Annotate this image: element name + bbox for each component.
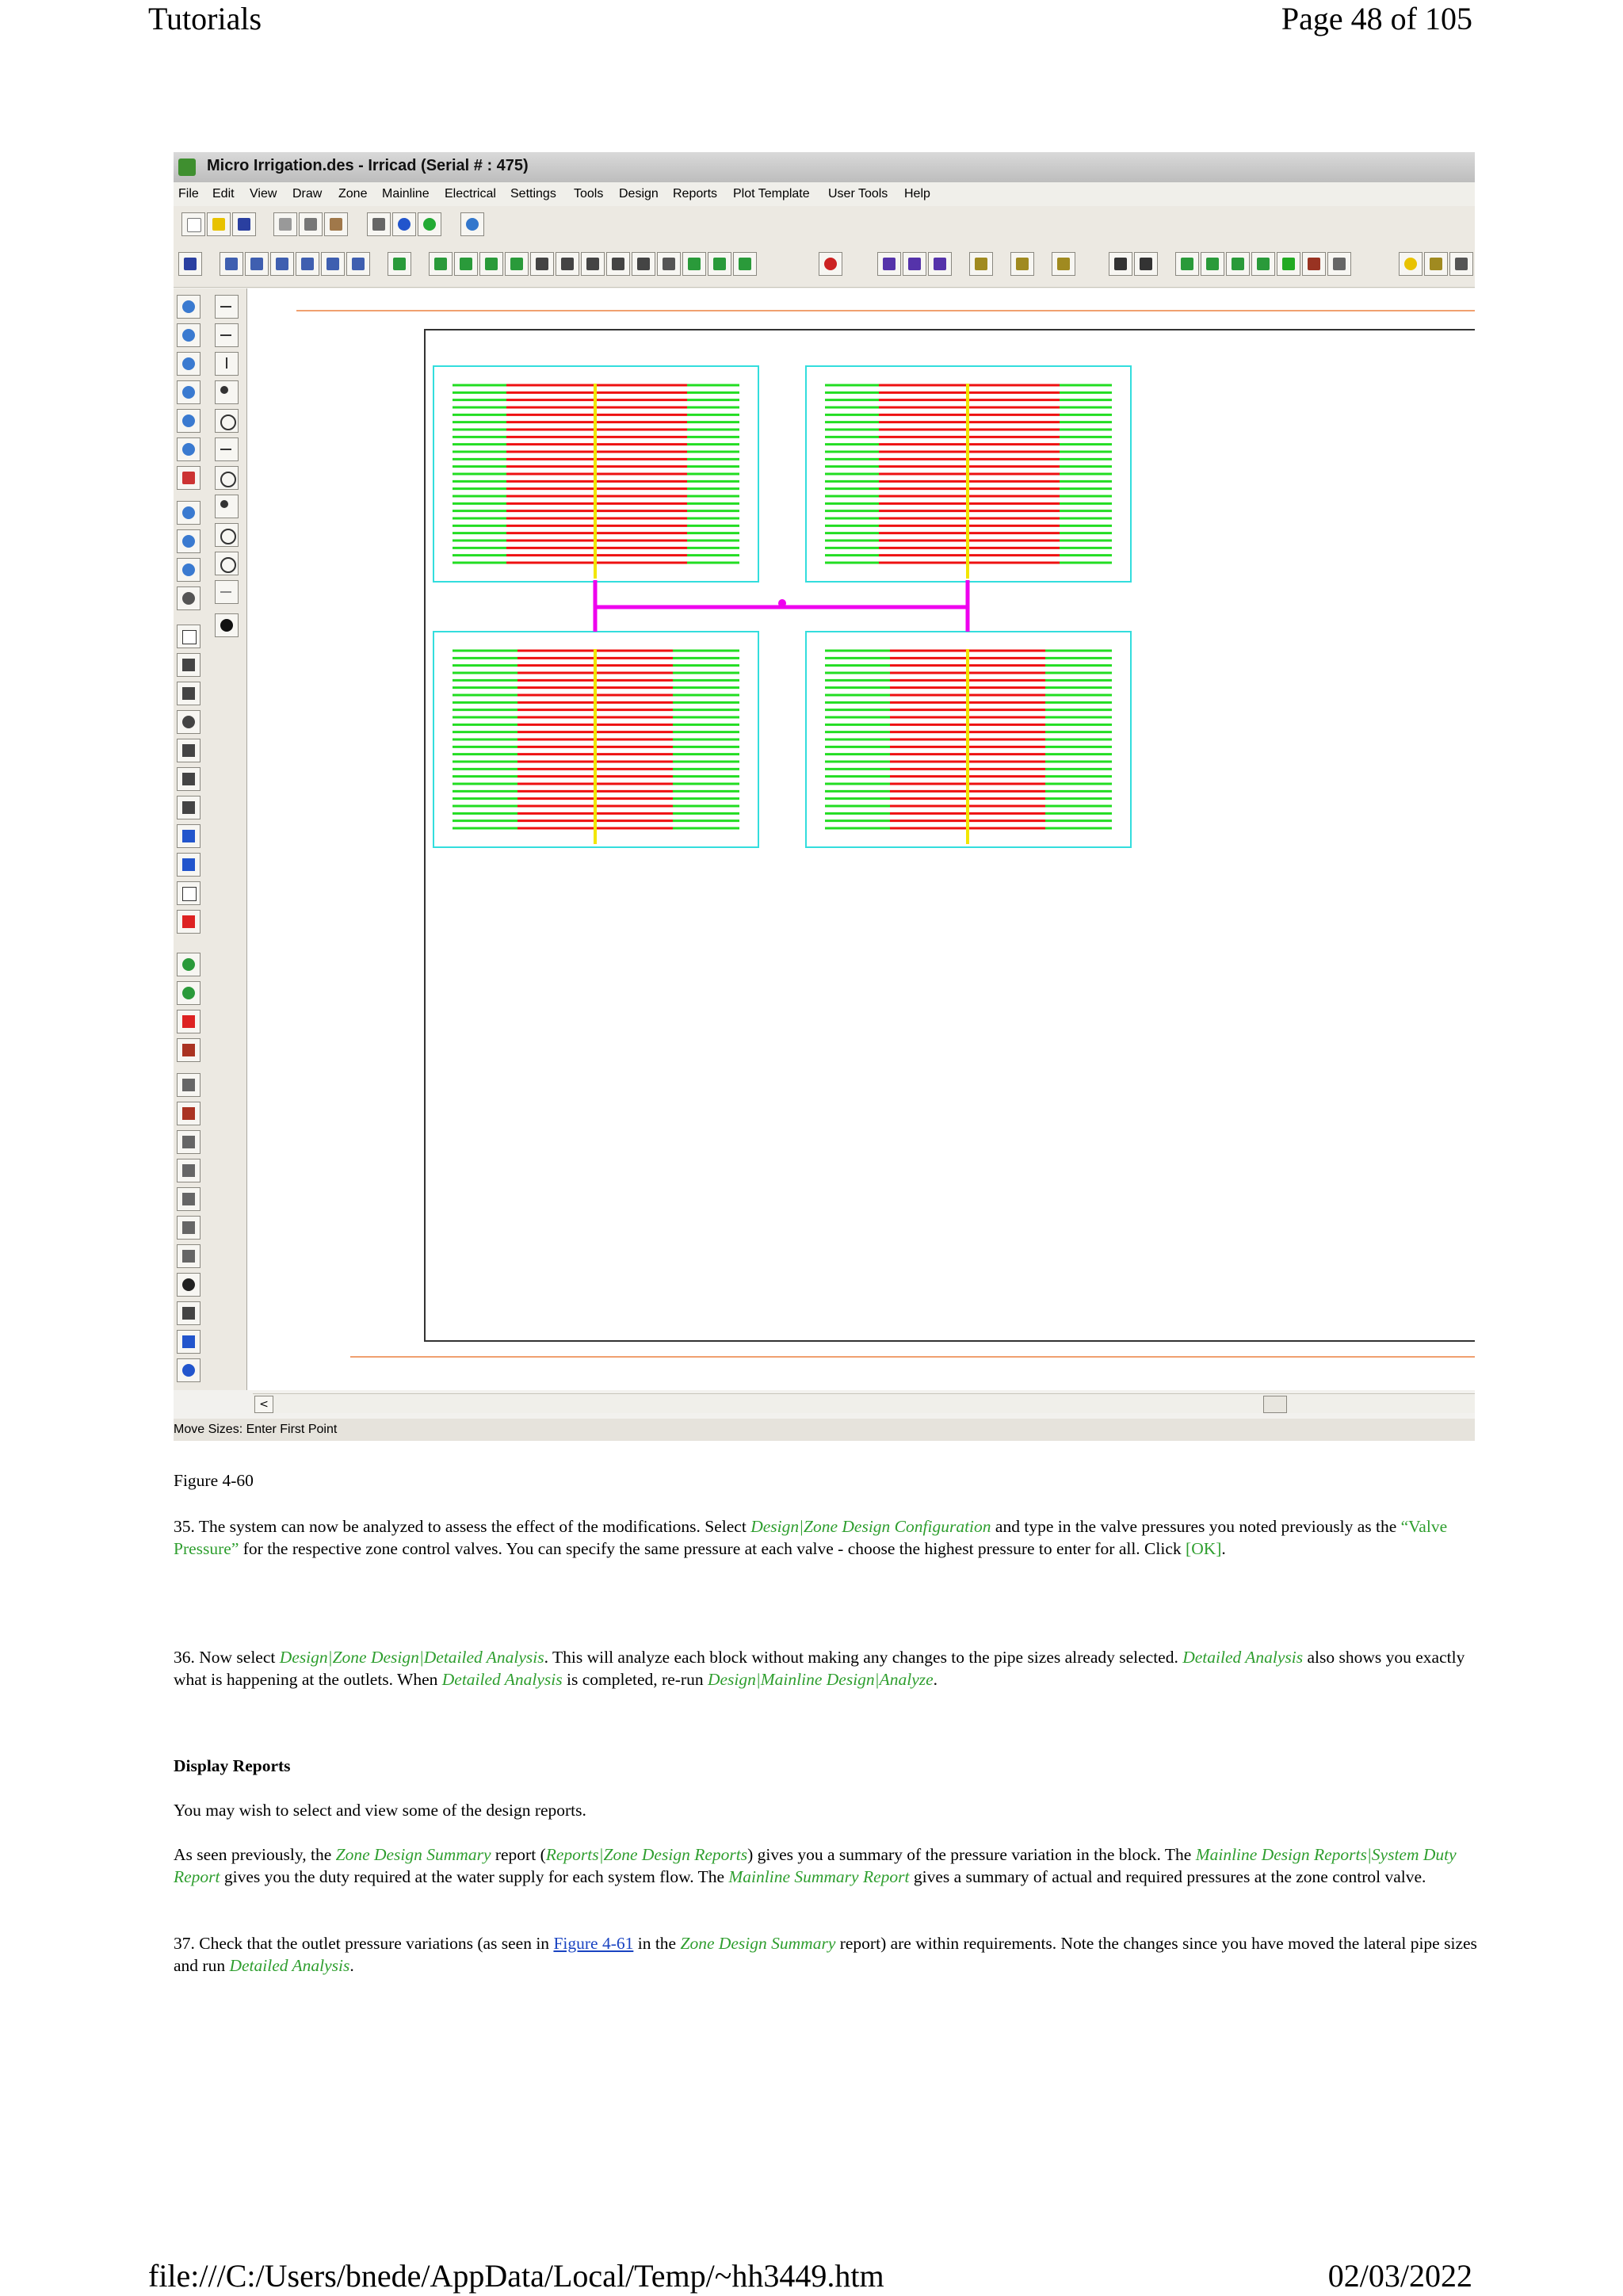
tool-23-button[interactable] — [877, 252, 901, 276]
tool-16-button[interactable] — [606, 252, 630, 276]
group-icon[interactable] — [177, 1244, 200, 1268]
delete-icon[interactable] — [177, 1010, 200, 1033]
select-arrow-icon[interactable] — [177, 625, 200, 648]
tool-2-button[interactable] — [220, 252, 243, 276]
menu-tools[interactable]: Tools — [574, 187, 604, 201]
snap-intersection-icon[interactable] — [215, 437, 239, 461]
stretch-icon[interactable] — [177, 1102, 200, 1125]
p37-g: . — [349, 1956, 354, 1975]
p36-c: . This will analyze each block without making any changes to the pipe sizes already selected. — [544, 1648, 1183, 1667]
step-36-paragraph — [174, 1646, 1481, 1690]
properties-icon[interactable] — [177, 1301, 200, 1325]
p36-h: Design|Mainline Design|Analyze — [707, 1670, 934, 1689]
p35-d: “Valve Pressure” — [174, 1517, 1448, 1558]
tool-11-button[interactable] — [479, 252, 503, 276]
tool-37-button[interactable] — [1327, 252, 1351, 276]
snap-endpoint-icon[interactable] — [215, 295, 239, 319]
pseen-f: Mainline Design Reports|System Duty Report — [174, 1845, 1457, 1886]
tool-12-button[interactable] — [505, 252, 529, 276]
window-title: Micro Irrigation.des - Irricad (Serial # : 475) — [207, 157, 529, 174]
select-group-icon[interactable] — [177, 682, 200, 705]
figure-4-61-link[interactable]: Figure 4-61 — [553, 1934, 634, 1953]
snap-tangent-icon[interactable] — [215, 523, 239, 547]
menu-reports[interactable]: Reports — [673, 187, 718, 201]
menu-user-tools[interactable]: User Tools — [828, 187, 888, 201]
tool-3-button[interactable] — [245, 252, 269, 276]
select-pipe-icon[interactable] — [177, 767, 200, 791]
info-icon[interactable] — [177, 1358, 200, 1382]
pan-icon[interactable] — [177, 501, 200, 525]
menu-file[interactable]: File — [178, 187, 199, 201]
pseen-b: Zone Design Summary — [335, 1845, 491, 1864]
web-button[interactable] — [460, 212, 484, 236]
paste-button[interactable] — [324, 212, 348, 236]
tool-9-button[interactable] — [429, 252, 453, 276]
tool-27-button[interactable] — [1010, 252, 1034, 276]
redraw-icon[interactable] — [177, 466, 200, 490]
snap-midpoint-icon[interactable] — [215, 323, 239, 347]
page-header-left: Tutorials — [148, 1, 262, 36]
status-bar — [174, 1419, 1475, 1441]
tool-18-button[interactable] — [657, 252, 681, 276]
zoom-all-icon[interactable] — [177, 380, 200, 404]
move-icon[interactable] — [177, 1073, 200, 1097]
tool-15-button[interactable] — [581, 252, 605, 276]
tool-17-button[interactable] — [632, 252, 655, 276]
pseen-i: gives a summary of actual and required pressures at the zone control valve. — [909, 1867, 1426, 1886]
scroll-left-button[interactable]: < — [254, 1396, 273, 1413]
tool-33-button[interactable] — [1226, 252, 1250, 276]
select-valve-icon[interactable] — [177, 796, 200, 819]
deselect-icon[interactable] — [177, 910, 200, 934]
mirror-icon[interactable] — [177, 1187, 200, 1211]
tool-6-button[interactable] — [321, 252, 345, 276]
drawing-canvas[interactable] — [247, 288, 1475, 1390]
save-button[interactable] — [232, 212, 256, 236]
tool-10-button[interactable] — [454, 252, 478, 276]
section-heading: Display Reports — [174, 1756, 291, 1775]
menu-edit[interactable]: Edit — [212, 187, 235, 201]
cut-button[interactable] — [273, 212, 297, 236]
p37-f: Detailed Analysis — [229, 1956, 350, 1975]
menu-electrical[interactable]: Electrical — [445, 187, 496, 201]
tool-32-button[interactable] — [1201, 252, 1224, 276]
tool-22-button[interactable] — [819, 252, 842, 276]
pan-down-icon[interactable] — [177, 558, 200, 582]
view-icon[interactable] — [177, 586, 200, 610]
title-bar — [174, 152, 1475, 182]
irrigation-layout — [247, 288, 1475, 1390]
tool-7-button[interactable] — [346, 252, 370, 276]
menu-help[interactable]: Help — [904, 187, 930, 201]
tool-24-button[interactable] — [903, 252, 926, 276]
standard-toolbar — [174, 206, 1475, 243]
select-block-icon[interactable] — [177, 824, 200, 848]
p35-g: . — [1221, 1539, 1226, 1558]
measure-icon[interactable] — [177, 1330, 200, 1354]
p35-c: and type in the valve pressures you noted previously as the — [991, 1517, 1401, 1536]
reports-paragraph — [174, 1843, 1481, 1888]
pseen-e: ) gives you a summary of the pressure variation in the block. The — [747, 1845, 1196, 1864]
rotate-icon[interactable] — [177, 1130, 200, 1154]
page-footer-left: file:///C:/Users/bnede/AppData/Local/Temp/~hh3449.htm — [148, 2258, 884, 2294]
pseen-a: As seen previously, the — [174, 1845, 336, 1864]
print-button[interactable] — [367, 212, 391, 236]
tool-5-button[interactable] — [296, 252, 319, 276]
delete-all-icon[interactable] — [177, 1038, 200, 1062]
app-icon — [178, 159, 196, 176]
tool-14-button[interactable] — [556, 252, 579, 276]
pseen-g: gives you the duty required at the water supply for each system flow. The — [220, 1867, 729, 1886]
tool-34-button[interactable] — [1251, 252, 1275, 276]
tool-35-button[interactable] — [1277, 252, 1300, 276]
snap-none-icon[interactable] — [215, 580, 239, 604]
zoom-extents-icon[interactable] — [177, 437, 200, 461]
tool-31-button[interactable] — [1175, 252, 1199, 276]
menu-bar — [174, 182, 1475, 206]
tool-30-button[interactable] — [1134, 252, 1158, 276]
app-window — [174, 152, 1475, 1441]
p36-i: . — [933, 1670, 938, 1689]
p37-d: Zone Design Summary — [680, 1934, 836, 1953]
menu-mainline[interactable]: Mainline — [382, 187, 430, 201]
tool-36-button[interactable] — [1302, 252, 1326, 276]
snap-circle-icon[interactable] — [215, 466, 239, 490]
tool-13-button[interactable] — [530, 252, 554, 276]
open-button[interactable] — [207, 212, 231, 236]
tool-26-button[interactable] — [969, 252, 993, 276]
zoom-previous-icon[interactable] — [177, 409, 200, 433]
tool-20-button[interactable] — [708, 252, 731, 276]
status-text: Move Sizes: Enter First Point — [174, 1423, 338, 1436]
context-help-button[interactable] — [418, 212, 441, 236]
menu-design[interactable]: Design — [619, 187, 659, 201]
p37-e: report) are within requirements. Note the changes since you have moved the lateral pipe sizes and run — [174, 1934, 1477, 1975]
select-node-icon[interactable] — [177, 739, 200, 762]
snap-perpendicular-icon[interactable] — [215, 352, 239, 376]
zoom-out-icon[interactable] — [177, 323, 200, 347]
menu-draw[interactable]: Draw — [292, 187, 323, 201]
pointer-icon[interactable] — [177, 881, 200, 905]
snap-nearest-icon[interactable] — [215, 495, 239, 518]
p35-f: [OK] — [1186, 1539, 1222, 1558]
irrigation-blocks — [433, 366, 1131, 847]
zoom-window-icon[interactable] — [177, 352, 200, 376]
tool-4-button[interactable] — [270, 252, 294, 276]
insert-outlet-icon[interactable] — [177, 981, 200, 1005]
p36-g: is completed, re-run — [562, 1670, 708, 1689]
array-icon[interactable] — [177, 1216, 200, 1240]
zoom-in-icon[interactable] — [177, 295, 200, 319]
p36-b: Design|Zone Design|Detailed Analysis — [279, 1648, 544, 1667]
new-button[interactable] — [181, 212, 205, 236]
p36-e: also shows you exactly what is happening at the outlets. When — [174, 1648, 1465, 1689]
select-area-icon[interactable] — [177, 853, 200, 877]
tool-21-button[interactable] — [733, 252, 757, 276]
p35-a: 35. The system can now be analyzed to assess the effect of the modifications. Select — [174, 1517, 751, 1536]
tool-39-button[interactable] — [1424, 252, 1448, 276]
select-zone-icon[interactable] — [177, 710, 200, 734]
intro-paragraph: You may wish to select and view some of the design reports. — [174, 1801, 586, 1820]
tool-29-button[interactable] — [1109, 252, 1132, 276]
tool-40-button[interactable] — [1449, 252, 1473, 276]
scroll-thumb[interactable] — [1263, 1396, 1287, 1413]
snap-center-icon[interactable] — [215, 552, 239, 575]
menu-zone[interactable]: Zone — [338, 187, 368, 201]
figure-caption: Figure 4-60 — [174, 1471, 254, 1490]
p35-b: Design|Zone Design Configuration — [750, 1517, 991, 1536]
tool-25-button[interactable] — [928, 252, 952, 276]
tool-28-button[interactable] — [1052, 252, 1075, 276]
p36-d: Detailed Analysis — [1182, 1648, 1304, 1667]
p36-f: Detailed Analysis — [441, 1670, 563, 1689]
snap-arc-icon[interactable] — [215, 409, 239, 433]
pan-up-icon[interactable] — [177, 529, 200, 553]
step-35-paragraph — [174, 1515, 1481, 1560]
run-icon[interactable] — [215, 613, 239, 637]
menu-view[interactable]: View — [250, 187, 277, 201]
p36-a: 36. Now select — [174, 1648, 280, 1667]
help-button[interactable] — [392, 212, 416, 236]
select-window-icon[interactable] — [177, 653, 200, 677]
tool-1-button[interactable] — [178, 252, 202, 276]
page-footer-right: 02/03/2022 — [1327, 2258, 1472, 2294]
copy-icon[interactable] — [177, 1159, 200, 1182]
horizontal-scrollbar[interactable] — [253, 1393, 1475, 1413]
tool-38-button[interactable] — [1399, 252, 1423, 276]
explode-icon[interactable] — [177, 1273, 200, 1297]
page-header-right: Page 48 of 105 — [1281, 1, 1472, 36]
design-toolbar — [174, 243, 1475, 288]
copy-button[interactable] — [299, 212, 323, 236]
step-37-paragraph — [174, 1932, 1481, 1977]
menu-plot-template[interactable]: Plot Template — [733, 187, 810, 201]
left-toolbars — [174, 288, 247, 1390]
insert-node-icon[interactable] — [177, 953, 200, 976]
snap-percent-icon[interactable] — [215, 380, 239, 404]
tool-8-button[interactable] — [388, 252, 411, 276]
tool-19-button[interactable] — [682, 252, 706, 276]
p37-c: in the — [633, 1934, 681, 1953]
pseen-c: report ( — [491, 1845, 546, 1864]
pseen-d: Reports|Zone Design Reports — [545, 1845, 748, 1864]
pseen-h: Mainline Summary Report — [728, 1867, 910, 1886]
p37-a: 37. Check that the outlet pressure variations (as seen in — [174, 1934, 554, 1953]
menu-settings[interactable]: Settings — [510, 187, 556, 201]
water-supply-point — [778, 599, 786, 607]
p35-e: for the respective zone control valves. You can specify the same pressure at each valve - choose the highest pressure to enter for all. Click — [239, 1539, 1186, 1558]
